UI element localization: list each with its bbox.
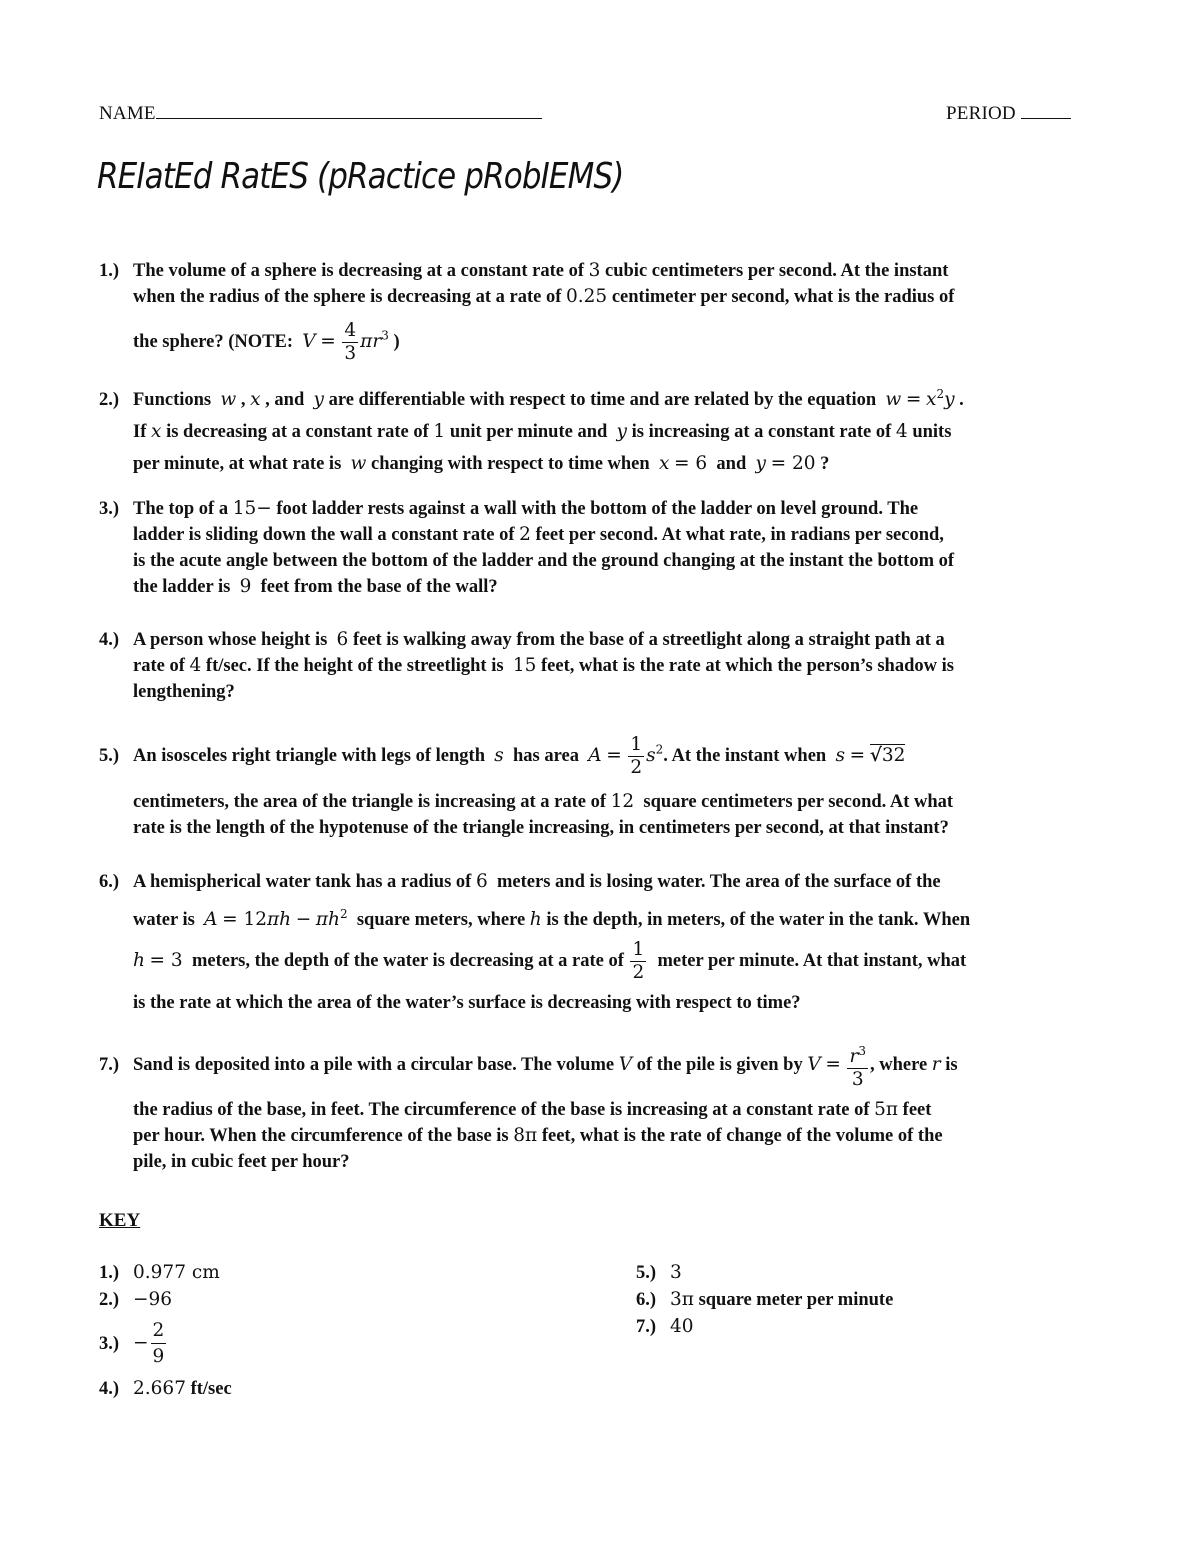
name-label: NAME [99,103,156,124]
problem-text: is [945,1054,958,1075]
fraction: $\frac{r^3}{3}$ [847,1040,867,1091]
problem-text: lengthening? [133,682,235,702]
answer-number: 3.) [99,1333,120,1354]
problem-text: meters and is losing water. The area of the surface of the [497,872,941,892]
period-field[interactable] [946,103,1071,125]
problem-text: centimeters, the area of the triangle is increasing at a rate of [133,792,606,812]
problem-number: 7.) [99,1054,120,1075]
problem-text: changing with respect to time when [371,454,650,475]
answer-number: 5.) [636,1263,657,1283]
fraction: $\frac{4}{3}$ [344,320,357,364]
problem-value: 6 [336,629,349,650]
fraction: $\frac{2}{9}$ [152,1320,165,1367]
answer-value: 2.667 [133,1378,186,1399]
answer-value: 3 [670,1262,682,1283]
problem-text: feet [902,1100,932,1121]
problem-text: The top of a [133,499,229,519]
problem-text: unit per minute and [449,422,608,443]
name-field[interactable] [99,103,542,125]
problem-value: 15 [232,498,257,519]
problem-text: centimeter per second, what is the radius of [611,287,955,307]
problem-text: meter per minute. At that instant, what [657,950,967,971]
problem-4 [99,627,1109,705]
answer-value: 3π [670,1289,694,1310]
problem-value: 4 [189,655,202,676]
formula: V [302,330,316,352]
problem-text: water is [133,910,195,931]
problem-value: 12 [610,791,635,812]
problem-2: 2.) Functions w , x , and y are differentiable with respect to time and are related by the equation $w = x^2y$ . If x is decreasing at a constant rate of 1 unit per minute and y is increasing at a constant rate of 4 units per minute, at what rate is w changing with respect to time when x = 6 and y = 20 ? [99,378,1109,480]
problem-number: 6.) [99,872,120,892]
problem-text: ladder is sliding down the wall a constant rate of [133,525,515,545]
problem-text: Sand is deposited into a pile with a circular base. The volume [133,1054,615,1075]
answer-number: 7.) [636,1317,657,1337]
problem-3: 3.) The top of a 15− foot ladder rests against a wall with the bottom of the ladder on level ground. The ladder is sliding down the wall a constant rate of 2 feet per second. At what rate, in radians per second, is the acute angle between the bottom of the ladder and the ground changing at the instant the bottom of the ladder is 9 feet from the base of the wall? [99,498,955,597]
answer-value: 40 [670,1316,694,1337]
problem-text: is the rate at which the area of the water’s surface is decreasing with respect to time? [133,993,801,1014]
problem-number: 4.) [99,630,120,650]
name-line [156,118,542,119]
problem-value: 15 [512,655,537,676]
problem-text: meters, the depth of the water is decreasing at a rate of [191,950,624,971]
problem-text: An isosceles right triangle with legs of length [133,745,485,766]
problem-text: A person whose height is [133,630,328,650]
problem-text: is increasing at a constant rate of [631,422,892,443]
problem-value: 6 [475,871,488,892]
problem-1: 1.) The volume of a sphere is decreasing at a constant rate of 3 cubic centimeters per second. At the instant when the radius of the sphere is decreasing at a rate of 0.25 centimeter per second, what is the radius of the sphere? (NOTE: V = $\frac{4}{3}$ $\pi r^3$ ) [99,260,955,364]
problem-text: has area [513,745,579,766]
answer-6 [636,1287,893,1313]
problem-text: pile, in cubic feet per hour? [133,1152,350,1173]
key-title: KEY [99,1210,141,1231]
answer-5 [636,1260,682,1286]
problem-text: feet per second. At what rate, in radians per second, [535,525,944,545]
problem-value: 9 [239,576,252,597]
problem-text: the sphere? (NOTE: [133,331,293,352]
problem-text: foot ladder rests against a wall with the bottom of the ladder on level ground. The [276,499,919,519]
problem-text: feet from the base of the wall? [260,577,498,597]
problem-value: 0.25 [566,286,608,307]
answer-4 [99,1376,232,1402]
problem-text: per hour. When the circumference of the base is [133,1126,509,1147]
problem-text: ft/sec. If the height of the streetlight is [205,656,504,676]
problem-text: Functions [133,390,212,411]
problem-value: 1 [433,421,446,443]
answer-number: 2.) [99,1290,120,1310]
problem-6: 6.) A hemispherical water tank has a radius of 6 meters and is losing water. The area of the surface of the water is $A = 12\pi h - \pi h^2$ square meters, where h is the depth, in meters, of the water in the tank. When h = 3 meters, the depth of the water is decreasing at a rate of $\frac{1}{2}$ meter per minute. At that instant, what is the rate at which the area of the water’s surface is decreasing with respect to time? [99,871,971,1014]
problem-text: feet, what is the rate of change of the volume of the [541,1126,943,1147]
answer-value: −96 [133,1289,173,1310]
answer-value: 0.977 cm [133,1262,220,1283]
answer-number: 1.) [99,1263,120,1283]
problem-value: 3 [588,260,601,281]
problem-number: 3.) [99,499,120,519]
fraction: $\frac{1}{2}$ [632,939,645,984]
problem-value: 5π [874,1099,899,1121]
problem-text: feet, what is the rate at which the person’s shadow is [540,656,954,676]
worksheet-title: REIatEd RatES (pRactice pRobIEMS) [97,156,624,197]
problem-value: 8π [513,1125,538,1147]
answer-3 [99,1318,168,1369]
answer-2 [99,1287,172,1313]
problem-text: , where [869,1054,928,1075]
answer-number: 6.) [636,1290,657,1310]
answer-value: − [133,1332,149,1354]
problem-text: are differentiable with respect to time and are related by the equation [328,390,877,411]
problem-number: 5.) [99,745,120,766]
problem-value: 4 [895,421,908,443]
problem-text: If [133,422,147,443]
problem-5: 5.) An isosceles right triangle with legs of length s has area A = $\frac{1}{2}$ $s^2$. At the instant when s = √32 centimeters, the area of the triangle is increasing at a rate of 12 square centimeters per second. At what rate is the length of the hypotenuse of the triangle increasing, in centimeters per second, at that instant? [99,734,954,838]
problem-number: 2.) [99,390,120,411]
problem-text: per minute, at what rate is [133,454,342,475]
problem-text: when the radius of the sphere is decreasing at a rate of [133,287,562,307]
problem-number: 1.) [99,261,120,281]
problem-text: square centimeters per second. At what [643,792,954,812]
answer-1 [99,1260,220,1286]
period-label: PERIOD [946,103,1016,124]
problem-text: the radius of the base, in feet. The circumference of the base is increasing at a constant rate of [133,1100,870,1121]
problem-text: the ladder is [133,577,231,597]
answer-unit: ft/sec [190,1379,232,1399]
answer-7 [636,1314,694,1340]
answer-unit: square meter per minute [698,1290,894,1310]
problem-text: cubic centimeters per second. At the instant [605,261,949,281]
problem-text: . At the instant when [663,745,827,766]
period-line [1021,118,1071,119]
problem-text: units [912,422,952,443]
problem-value: 2 [519,524,531,545]
answer-number: 4.) [99,1379,120,1399]
problem-text: and [716,454,747,475]
problem-text: rate is the length of the hypotenuse of the triangle increasing, in centimeters per second, at that instant? [133,818,949,838]
problem-text: is the depth, in meters, of the water in the tank. When [546,910,971,931]
problem-text: square meters, where [356,910,526,931]
problem-text: is the acute angle between the bottom of the ladder and the ground changing at the instant the bottom of [133,551,955,571]
problem-text: The volume of a sphere is decreasing at a constant rate of [133,261,584,281]
problem-text: feet is walking away from the base of a streetlight along a straight path at a [352,630,945,650]
fraction: $\frac{1}{2}$ [630,734,643,778]
problem-7: 7.) Sand is deposited into a pile with a circular base. The volume V of the pile is given by V = $\frac{r^3}{3}$ , where r is the radius of the base, in feet. The circumference of the base is increasing at a constant rate of 5π feet per hour. When the circumference of the base is 8π feet, what is the rate of change of the volume of the pile, in cubic feet per hour? [99,1040,1109,1175]
problem-text: is decreasing at a constant rate of [166,422,429,443]
problem-text: A hemispherical water tank has a radius of [133,872,472,892]
problem-text: of the pile is given by [636,1054,803,1075]
problem-text: rate of [133,656,185,676]
